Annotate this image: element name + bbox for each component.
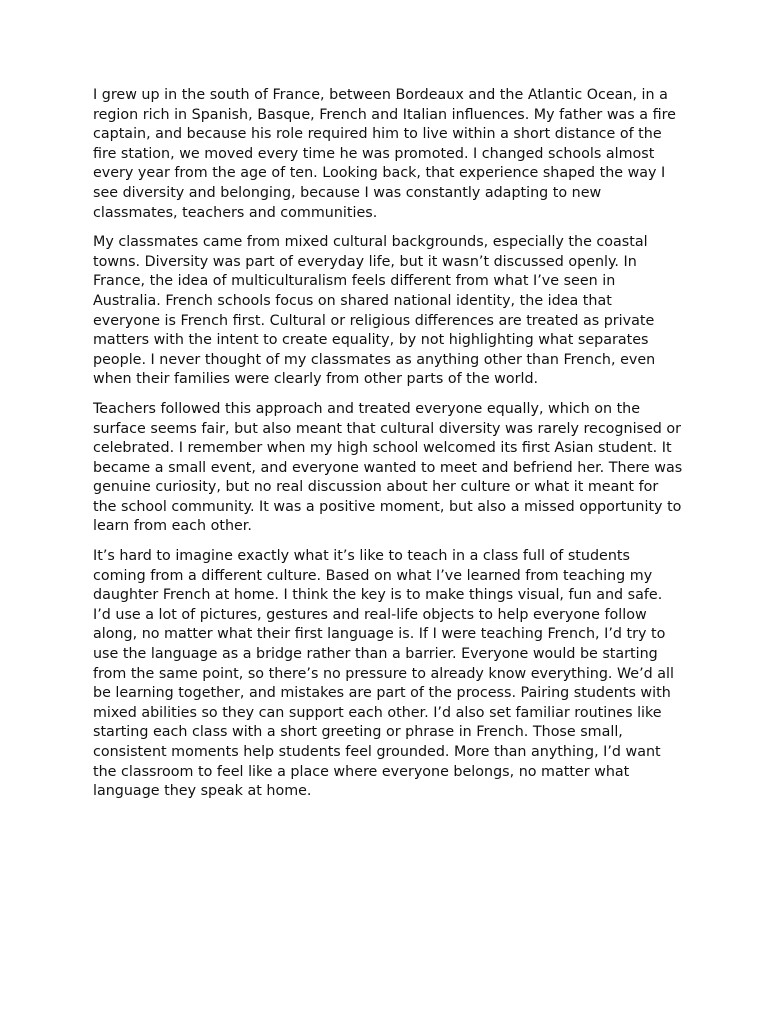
paragraph-3: Teachers followed this approach and treated everyone equally, which on the surface seems fair, but also meant that cultural diversity was rarely recognised or celebrated. I remember when my high school welcomed its first Asian student. It became a small event, and everyone wanted to meet and befriend her. There was genuine curiosity, but no real discussion about her culture or what it meant for the school community. It was a positive moment, but also a missed opportunity to learn from each other.	[93, 400, 683, 535]
document-body	[93, 86, 683, 812]
paragraph-4: It’s hard to imagine exactly what it’s like to teach in a class full of students coming from a different culture. Based on what I’ve learned from teaching my daughter French at home. I think the key is to make things visual, fun and safe. I’d use a lot of pictures, gestures and real-life objects to help everyone follow along, no matter what their first language is. If I were teaching French, I’d try to use the language as a bridge rather than a barrier. Everyone would be starting from the same point, so there’s no pressure to already know everything. We’d all be learning together, and mistakes are part of the process. Pairing students with mixed abilities so they can support each other. I’d also set familiar routines like starting each class with a short greeting or phrase in French. Those small, consistent moments help students feel grounded. More than anything, I’d want the classroom to feel like a place where everyone belongs, no matter what language they speak at home.	[93, 548, 674, 800]
paragraph-1: I grew up in the south of France, between Bordeaux and the Atlantic Ocean, in a region rich in Spanish, Basque, French and Italian influences. My father was a fire captain, and because his role required him to live within a short distance of the fire station, we moved every time he was promoted. I changed schools almost every year from the age of ten. Looking back, that experience shaped the way I see diversity and belonging, because I was constantly adapting to new classmates, teachers and communities.	[93, 87, 676, 221]
paragraph-2: My classmates came from mixed cultural backgrounds, especially the coastal towns. Diversity was part of everyday life, but it wasn’t discussed openly. In France, the idea of multiculturalism feels different from what I’ve seen in Australia. French schools focus on shared national identity, the idea that everyone is French first. Cultural or religious differences are treated as private matters with the intent to create equality, by not highlighting what separates people. I never thought of my classmates as anything other than French, even when their families were clearly from other parts of the world.	[93, 234, 656, 388]
